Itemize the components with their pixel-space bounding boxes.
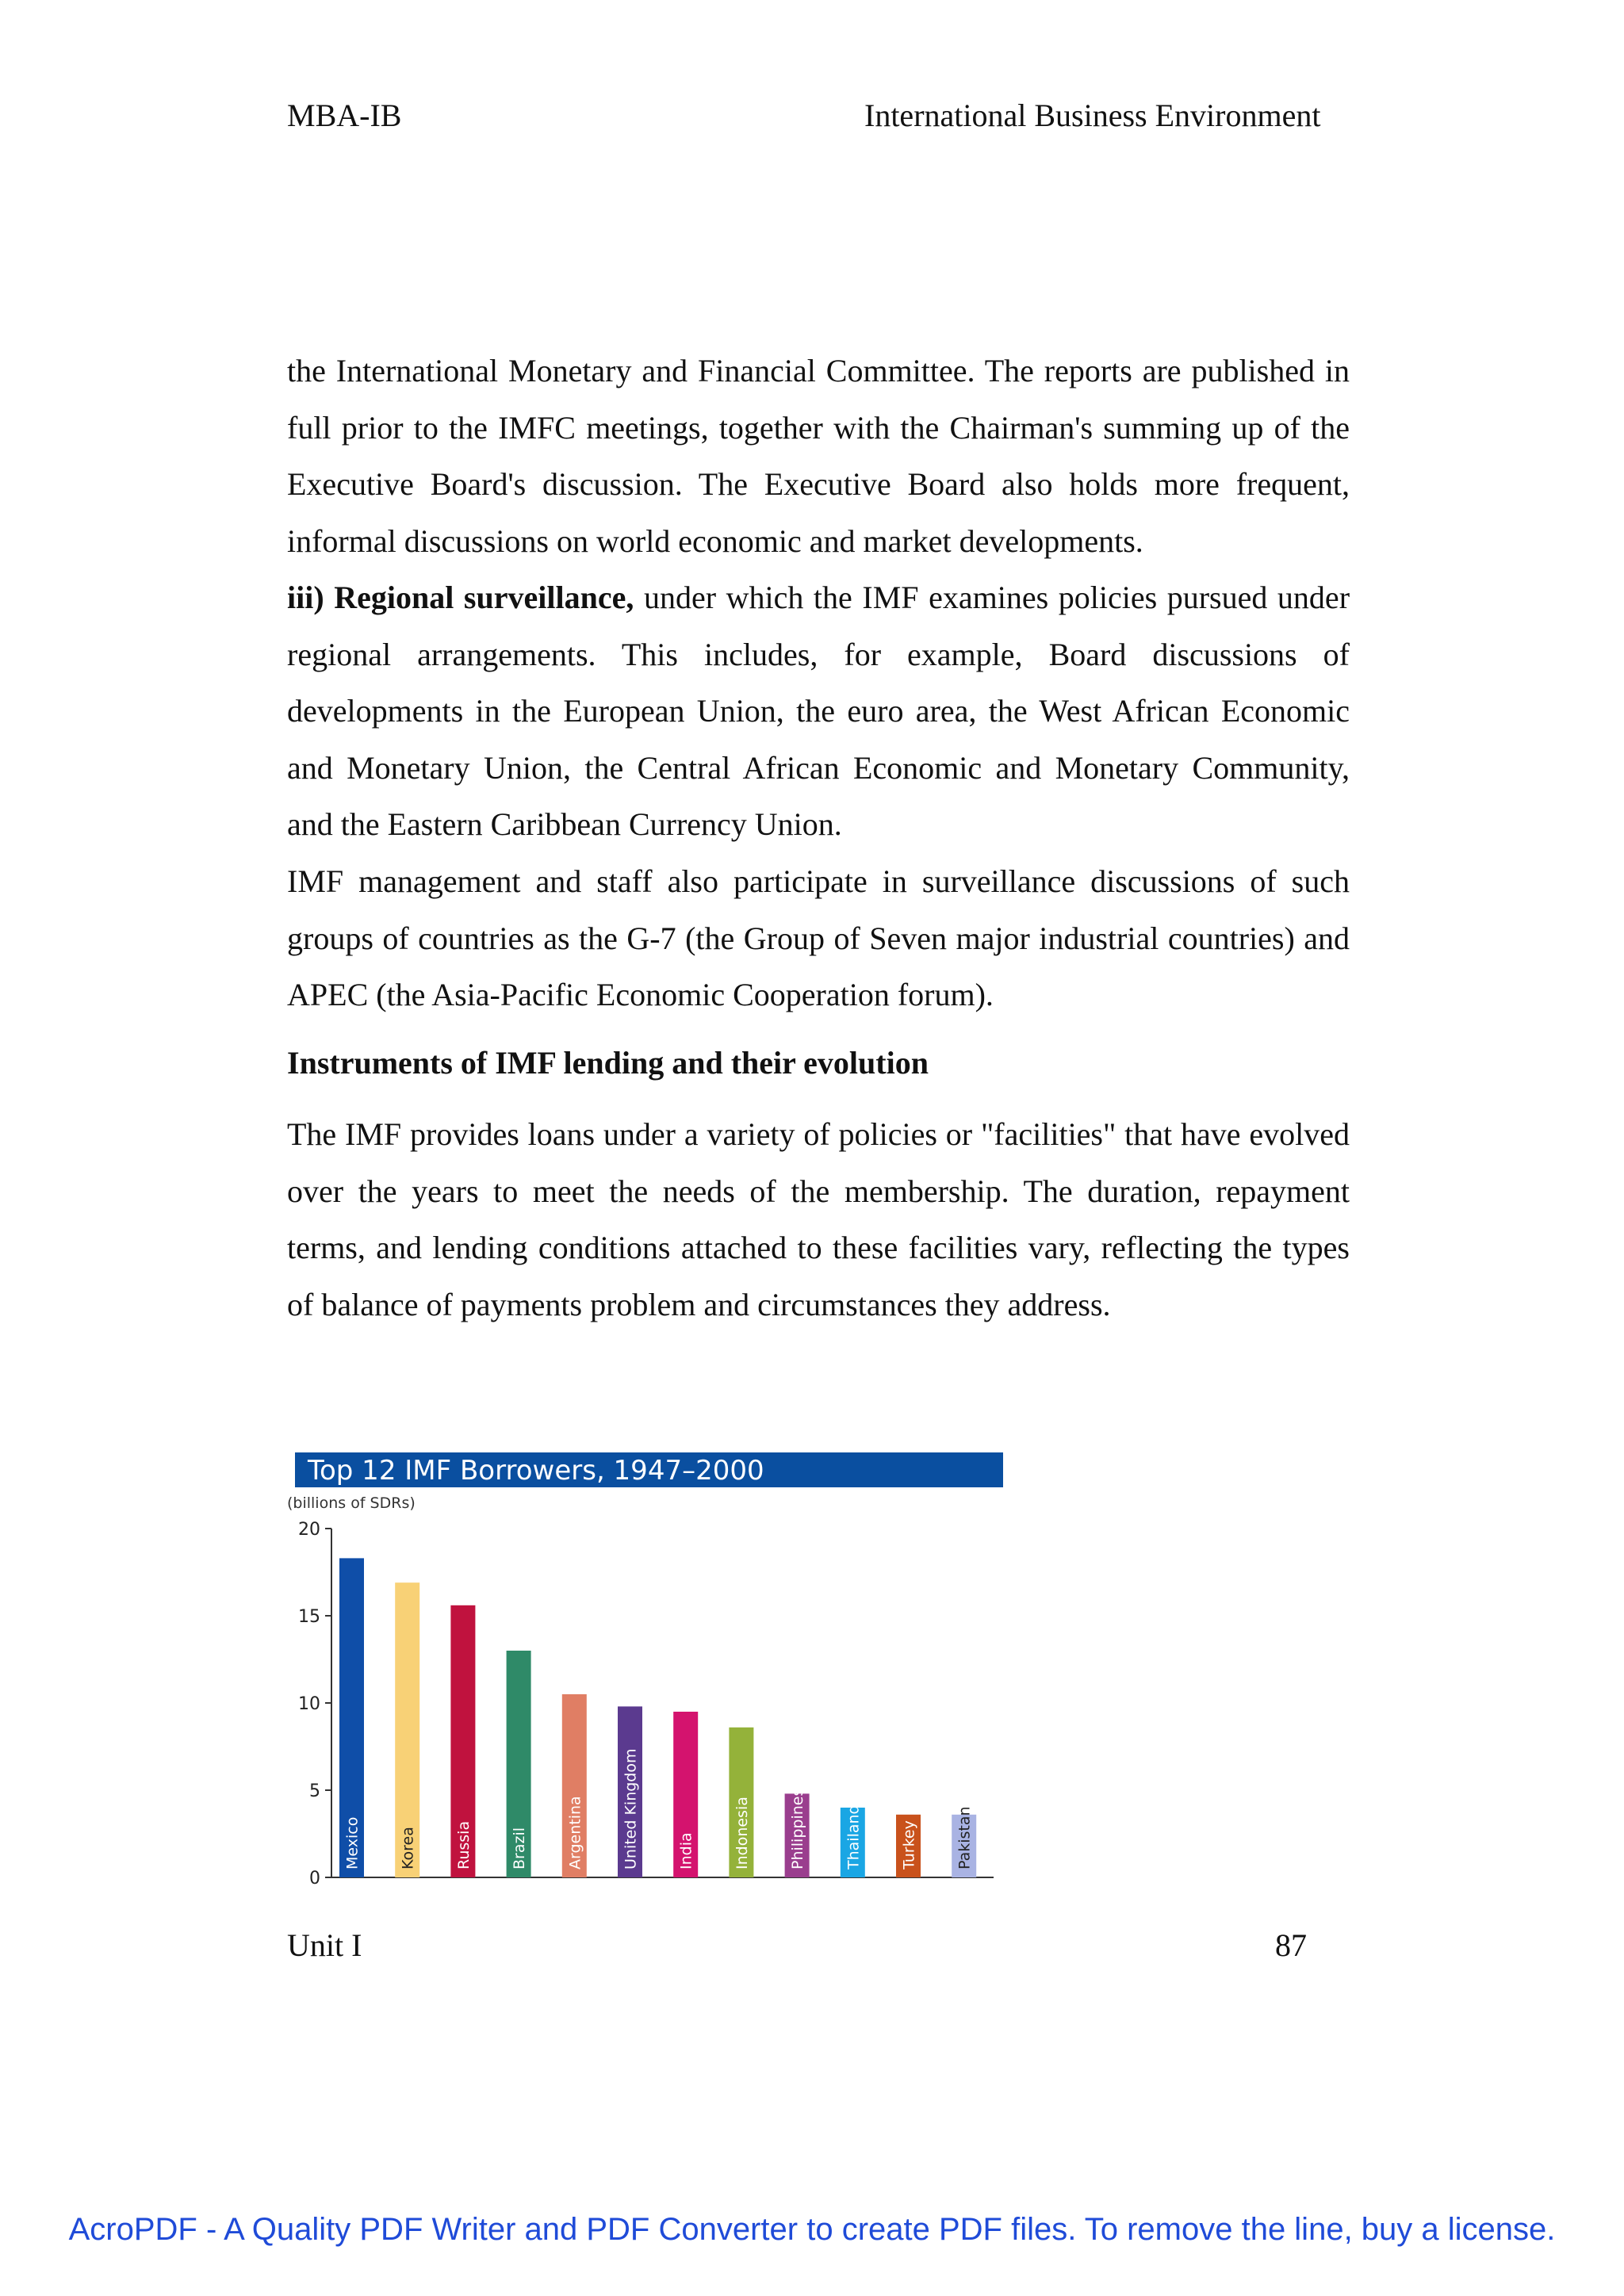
- y-tick-label: 0: [309, 1869, 320, 1887]
- chart-bars: [339, 1558, 976, 1877]
- y-tick-label: 5: [309, 1781, 320, 1801]
- category-label: Indonesia: [733, 1797, 751, 1869]
- paragraph-regional-surveillance: [287, 569, 1350, 853]
- acropdf-watermark: AcroPDF - A Quality PDF Writer and PDF Converter to create PDF files. To remove the line, buy a license.: [68, 2212, 1556, 2247]
- category-label: Brazil: [511, 1827, 529, 1869]
- imf-borrowers-chart: [285, 1443, 1015, 1887]
- category-label: Russia: [454, 1820, 473, 1869]
- regional-surveillance-label: iii) Regional surveillance,: [287, 580, 634, 615]
- regional-surveillance-text: under which the IMF examines policies pursued under regional arrangements. This includes, for example, Board discussions of developments in the European Union, the euro area, the West African Economic and Monetary Union, the Central African Economic and Monetary Community, and the Eastern Caribbean Currency Union.: [287, 580, 1350, 842]
- category-label: Turkey: [900, 1820, 918, 1869]
- category-label: Philippines: [789, 1788, 807, 1869]
- category-label: Argentina: [566, 1796, 584, 1869]
- category-label: Korea: [399, 1827, 417, 1869]
- category-label: Thailand: [845, 1804, 863, 1869]
- chart-y-unit: (billions of SDRs): [287, 1494, 416, 1512]
- paragraph-g7-apec: IMF management and staff also participate in surveillance discussions of such groups of countries as the G-7 (the Group of Seven major industrial countries) and APEC (the Asia-Pacific Economic Cooperation forum).: [287, 863, 1350, 1012]
- chart-title: Top 12 IMF Borrowers, 1947–2000: [308, 1455, 764, 1487]
- category-label: United Kingdom: [622, 1748, 640, 1869]
- y-tick-label: 15: [298, 1607, 320, 1627]
- category-label: Mexico: [343, 1816, 362, 1869]
- page-number: 87: [1275, 1927, 1307, 1963]
- footer-unit: Unit I: [287, 1927, 362, 1963]
- category-label: India: [677, 1832, 695, 1869]
- section-heading: Instruments of IMF lending and their evolution: [287, 1045, 929, 1081]
- category-label: Pakistan: [956, 1806, 974, 1869]
- paragraph-imfc: the International Monetary and Financial Committee. The reports are published in full prior to the IMFC meetings, together with the Chairman's summing up of the Executive Board's discussion. The Executive Board also holds more frequent, informal discussions on world economic and market developments.: [287, 353, 1350, 559]
- running-header-title: International Business Environment: [864, 98, 1321, 133]
- y-tick-label: 10: [298, 1694, 320, 1714]
- y-tick-label: 20: [298, 1520, 320, 1540]
- paragraph-lending-facilities: The IMF provides loans under a variety of policies or "facilities" that have evolved over the years to meet the needs of the membership. The duration, repayment terms, and lending conditions attached to these facilities vary, reflecting the types of balance of payments problem and circumstances they address.: [287, 1116, 1350, 1322]
- running-header-course: MBA-IB: [287, 98, 402, 133]
